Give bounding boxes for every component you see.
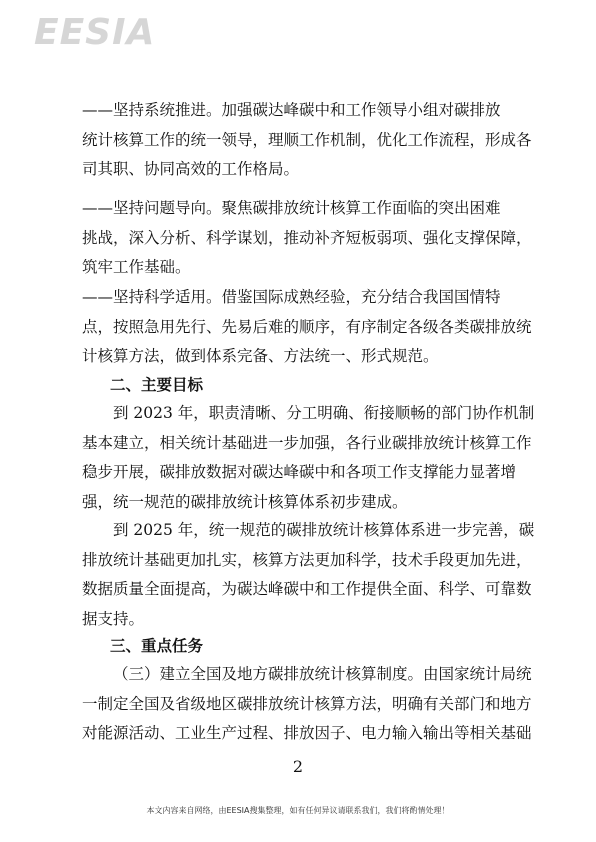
- section-heading-key-tasks: 三、重点任务: [110, 637, 204, 655]
- eesia-logo: EESIA: [34, 12, 156, 53]
- paragraph-goal-2025: [82, 516, 535, 634]
- text-line: 点，按照急用先行、先易后难的顺序，有序制定各级各类碳排放统: [82, 317, 532, 336]
- text-line: 筑牢工作基础。: [82, 258, 191, 276]
- paragraph-scientific-applicable: [82, 283, 532, 372]
- text-line: 强，统一规范的碳排放统计核算体系初步建成。: [82, 492, 408, 511]
- text-line: 计核算方法，做到体系完备、方法统一、形式规范。: [82, 347, 439, 365]
- section-heading-main-goals: 二、主要目标: [110, 376, 204, 394]
- paragraph-task-three: [82, 660, 532, 749]
- text-line: 排放统计基础更加扎实，核算方法更加科学，技术手段更加先进，: [82, 550, 532, 569]
- text-line: 稳步开展，碳排放数据对碳达峰碳中和各项工作支撑能力显著增: [82, 463, 517, 481]
- text-line: ——坚持系统推进。加强碳达峰碳中和工作领导小组对碳排放: [82, 101, 501, 119]
- text-line: 到 2025 年，统一规范的碳排放统计核算体系进一步完善，碳: [113, 521, 535, 539]
- page-number: 2: [292, 757, 304, 776]
- text-line: 统计核算工作的统一领导，理顺工作机制，优化工作流程，形成各: [82, 130, 532, 149]
- text-line: ——坚持科学适用。借鉴国际成熟经验，充分结合我国国情特: [82, 288, 501, 306]
- text-line: 司其职、协同高效的工作格局。: [82, 160, 300, 178]
- text-line: （三）建立全国及地方碳排放统计核算制度。由国家统计局统: [113, 665, 532, 683]
- paragraph-problem-oriented: [82, 194, 532, 283]
- text-line: 对能源活动、工业生产过程、排放因子、电力输入输出等相关基础: [82, 724, 532, 742]
- paragraph-goal-2023: [82, 399, 535, 517]
- text-line: ——坚持问题导向。聚焦碳排放统计核算工作面临的突出困难: [82, 199, 501, 217]
- text-line: 基本建立，相关统计基础进一步加强，各行业碳排放统计核算工作: [82, 433, 532, 452]
- text-line: 据支持。: [82, 609, 145, 628]
- text-line: 一制定全国及省级地区碳排放统计核算方法，明确有关部门和地方: [82, 694, 532, 713]
- text-line: 到 2023 年，职责清晰、分工明确、衔接顺畅的部门协作机制: [113, 404, 535, 422]
- footer-disclaimer: 本文内容来自网络，由EESIA搜集整理，如有任何异议请联系我们，我们将酌情处理！: [146, 806, 450, 815]
- paragraph-system-advance: [82, 96, 532, 185]
- text-line: 数据质量全面提高，为碳达峰碳中和工作提供全面、科学、可靠数: [82, 580, 532, 598]
- text-line: 挑战，深入分析、科学谋划，推动补齐短板弱项、强化支撑保障，: [82, 228, 532, 247]
